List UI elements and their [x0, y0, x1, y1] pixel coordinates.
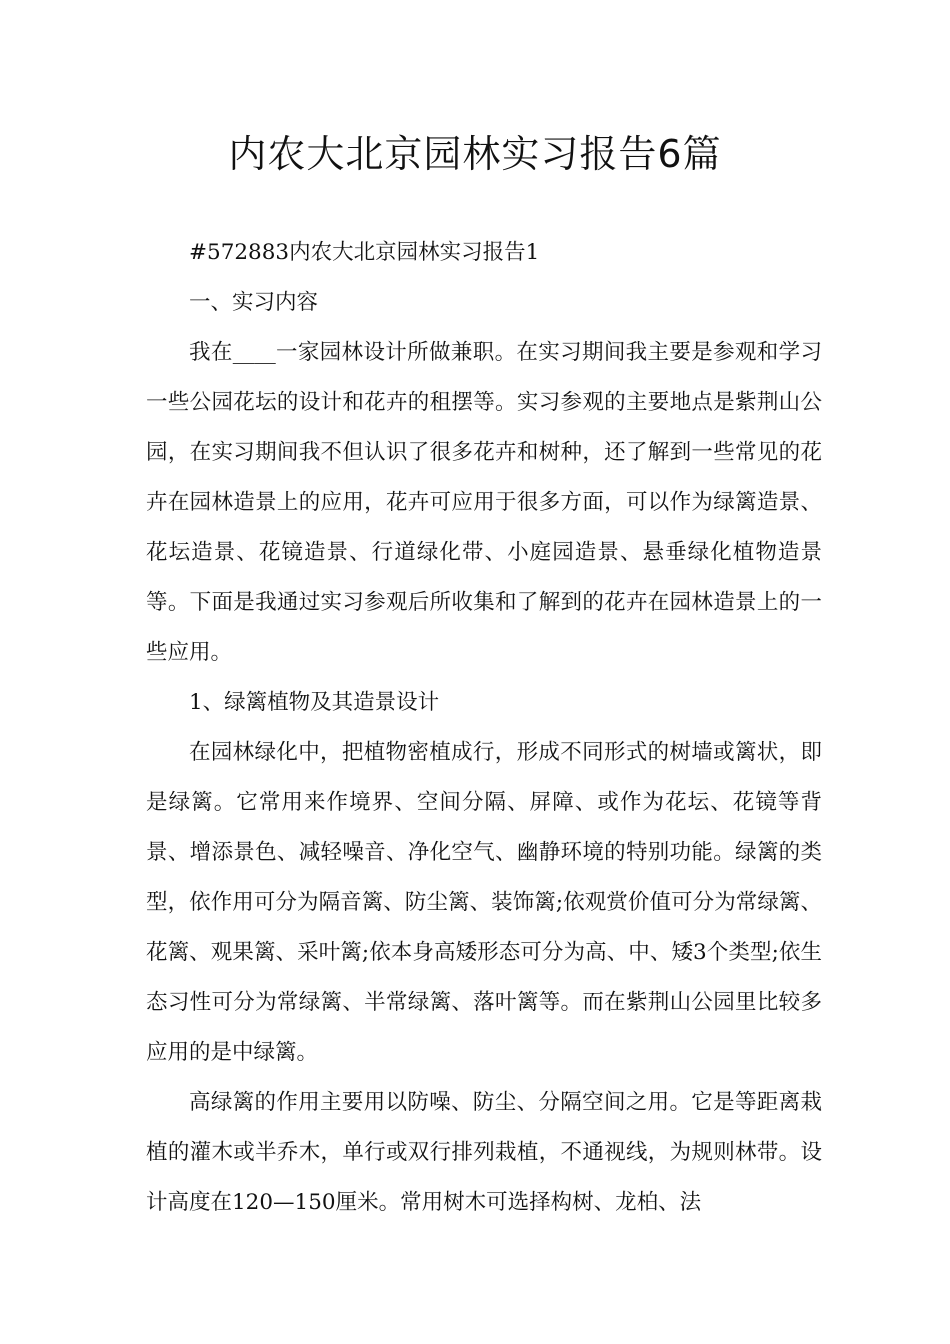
section-heading-content: 一、实习内容 — [189, 290, 319, 315]
paragraph-hedge-definition: 在园林绿化中，把植物密植成行，形成不同形式的树墙或篱状，即是绿篱。它常用来作境界、空间分隔、屏障、或作为花坛、花镜等背景、增添景色、减轻噪音、净化空气、幽静环境的特别功能。绿篱的类型，依作用可分为隔音篱、防尘篱、装饰篱;依观赏价值可分为常绿篱、花篱、观果篱、采叶篱;依本身高矮形态可分为高、中、矮3个类型;依生态习性可分为常绿篱、半常绿篱、落叶篱等。而在紫荆山公园里比较多应用的是中绿篱。 — [146, 740, 822, 1065]
subsection-heading-hedge: 1、绿篱植物及其造景设计 — [189, 690, 440, 715]
document-title: 内农大北京园林实习报告6篇 — [228, 132, 722, 176]
paragraph-high-hedge: 高绿篱的作用主要用以防噪、防尘、分隔空间之用。它是等距离栽植的灌木或半乔木，单行或双行排列栽植，不通视线，为规则林带。设计高度在120—150厘米。常用树木可选择构树、龙柏、法 — [146, 1090, 822, 1215]
document-body — [146, 228, 822, 1228]
report-heading: #572883内农大北京园林实习报告1 — [189, 240, 540, 265]
paragraph-intro: 我在____一家园林设计所做兼职。在实习期间我主要是参观和学习一些公园花坛的设计和花卉的租摆等。实习参观的主要地点是紫荆山公园，在实习期间我不但认识了很多花卉和树种，还了解到一些常见的花卉在园林造景上的应用，花卉可应用于很多方面，可以作为绿篱造景、花坛造景、花镜造景、行道绿化带、小庭园造景、悬垂绿化植物造景等。下面是我通过实习参观后所收集和了解到的花卉在园林造景上的一些应用。 — [146, 340, 822, 665]
